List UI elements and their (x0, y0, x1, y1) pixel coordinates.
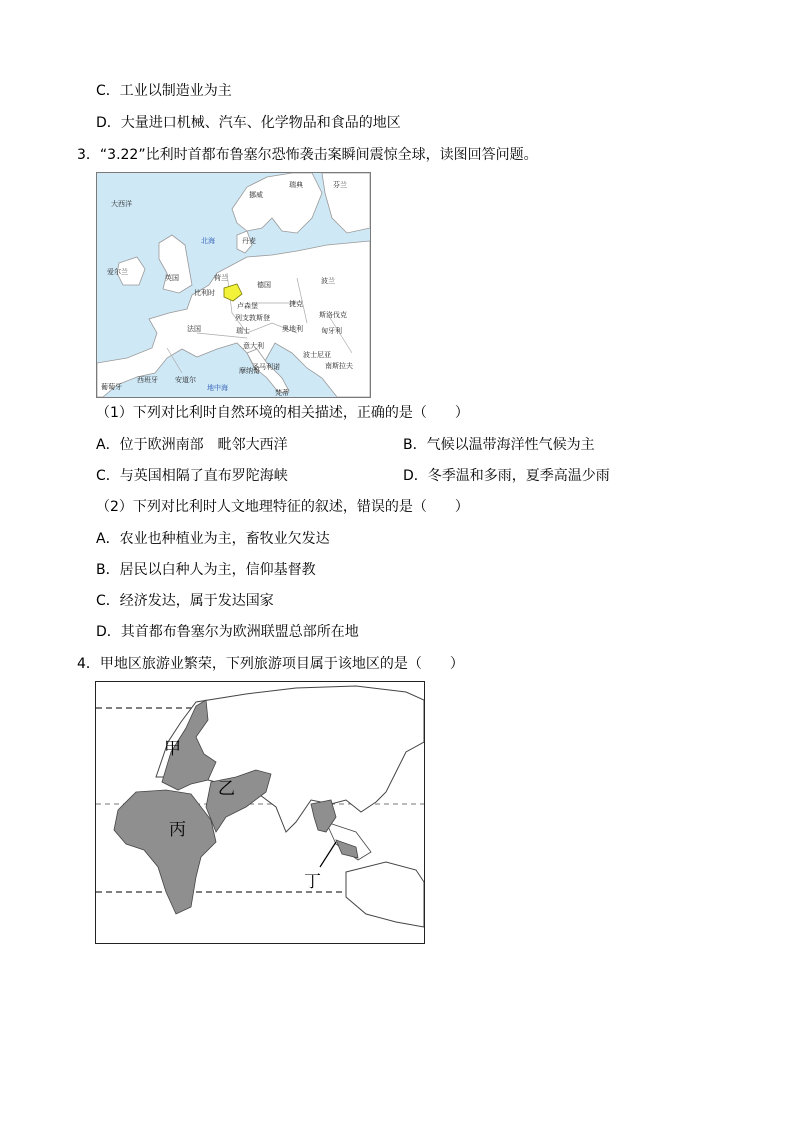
world-region-map-svg (96, 682, 424, 943)
label-yugoslavia: 南斯拉夫 (325, 362, 353, 370)
q2-option-d: D．大量进口机械、汽车、化学物品和食品的地区 (96, 115, 401, 131)
label-austria: 奥地利 (282, 325, 303, 333)
q3-sub2-option-c: C．经济发达，属于发达国家 (96, 593, 274, 609)
label-hungary: 匈牙利 (321, 327, 342, 335)
label-atlantic: 大西洋 (111, 200, 132, 208)
label-jia: 甲 (164, 739, 181, 759)
q3-sub2-stem: （2）下列对比利时人文地理特征的叙述，错误的是（ ） (96, 499, 469, 515)
label-mediterranean: 地中海 (207, 384, 228, 392)
label-bing: 丙 (169, 820, 186, 840)
label-liechtenstein: 列支敦斯登 (235, 314, 270, 322)
q3-sub2-option-a: A．农业也种植业为主，畜牧业欠发达 (96, 531, 330, 547)
q3-sub1-option-b: B．气候以温带海洋性气候为主 (403, 437, 595, 453)
label-germany: 德国 (257, 281, 271, 289)
label-czech: 捷克 (289, 300, 303, 308)
world-region-map (95, 681, 425, 944)
label-norway: 挪威 (249, 191, 263, 199)
label-slovakia: 斯洛伐克 (319, 311, 347, 319)
q4-stem: 4．甲地区旅游业繁荣，下列旅游项目属于该地区的是（ ） (77, 656, 464, 672)
q3-sub1-option-a: A．位于欧洲南部 毗邻大西洋 (96, 437, 288, 453)
label-luxembourg: 卢森堡 (237, 302, 258, 310)
q3-sub2-option-d: D．其首都布鲁塞尔为欧洲联盟总部所在地 (96, 624, 359, 640)
label-belgium: 比利时 (194, 289, 215, 297)
label-italy: 意大利 (243, 342, 264, 350)
label-ding: 丁 (304, 872, 321, 892)
label-sweden: 瑞典 (289, 181, 303, 189)
label-andorra: 安道尔 (175, 376, 196, 384)
europe-map (96, 172, 371, 398)
label-poland: 波兰 (321, 277, 335, 285)
label-switzerland: 瑞士 (236, 327, 250, 335)
europe-map-svg (97, 173, 370, 397)
q3-sub2-option-b: B．居民以白种人为主，信仰基督教 (96, 562, 316, 578)
label-ireland: 爱尔兰 (107, 268, 128, 276)
label-denmark: 丹麦 (242, 237, 256, 245)
label-vatican: 梵蒂 (275, 389, 289, 397)
label-north-sea: 北海 (201, 237, 215, 245)
label-finland: 芬兰 (333, 181, 347, 189)
label-netherlands: 荷兰 (214, 274, 228, 282)
label-portugal: 葡萄牙 (101, 383, 122, 391)
label-uk: 英国 (165, 274, 179, 282)
q3-sub1-option-c: C．与英国相隔了直布罗陀海峡 (96, 468, 288, 484)
q3-sub1-stem: （1）下列对比利时自然环境的相关描述，正确的是（ ） (96, 405, 469, 421)
q3-stem: 3．“3.22”比利时首都布鲁塞尔恐怖袭击案瞬间震惊全球，读图回答问题。 (77, 147, 538, 163)
q2-option-c: C．工业以制造业为主 (96, 83, 232, 99)
label-yi: 乙 (218, 779, 235, 799)
label-bosnia: 波士尼亚 (303, 351, 331, 359)
label-spain: 西班牙 (137, 376, 158, 384)
label-monaco: 摩纳哥 (239, 367, 260, 375)
q3-sub1-option-d: D．冬季温和多雨，夏季高温少雨 (403, 468, 610, 484)
label-san-marino: 圣马利诺 (252, 363, 280, 371)
label-france: 法国 (187, 325, 201, 333)
